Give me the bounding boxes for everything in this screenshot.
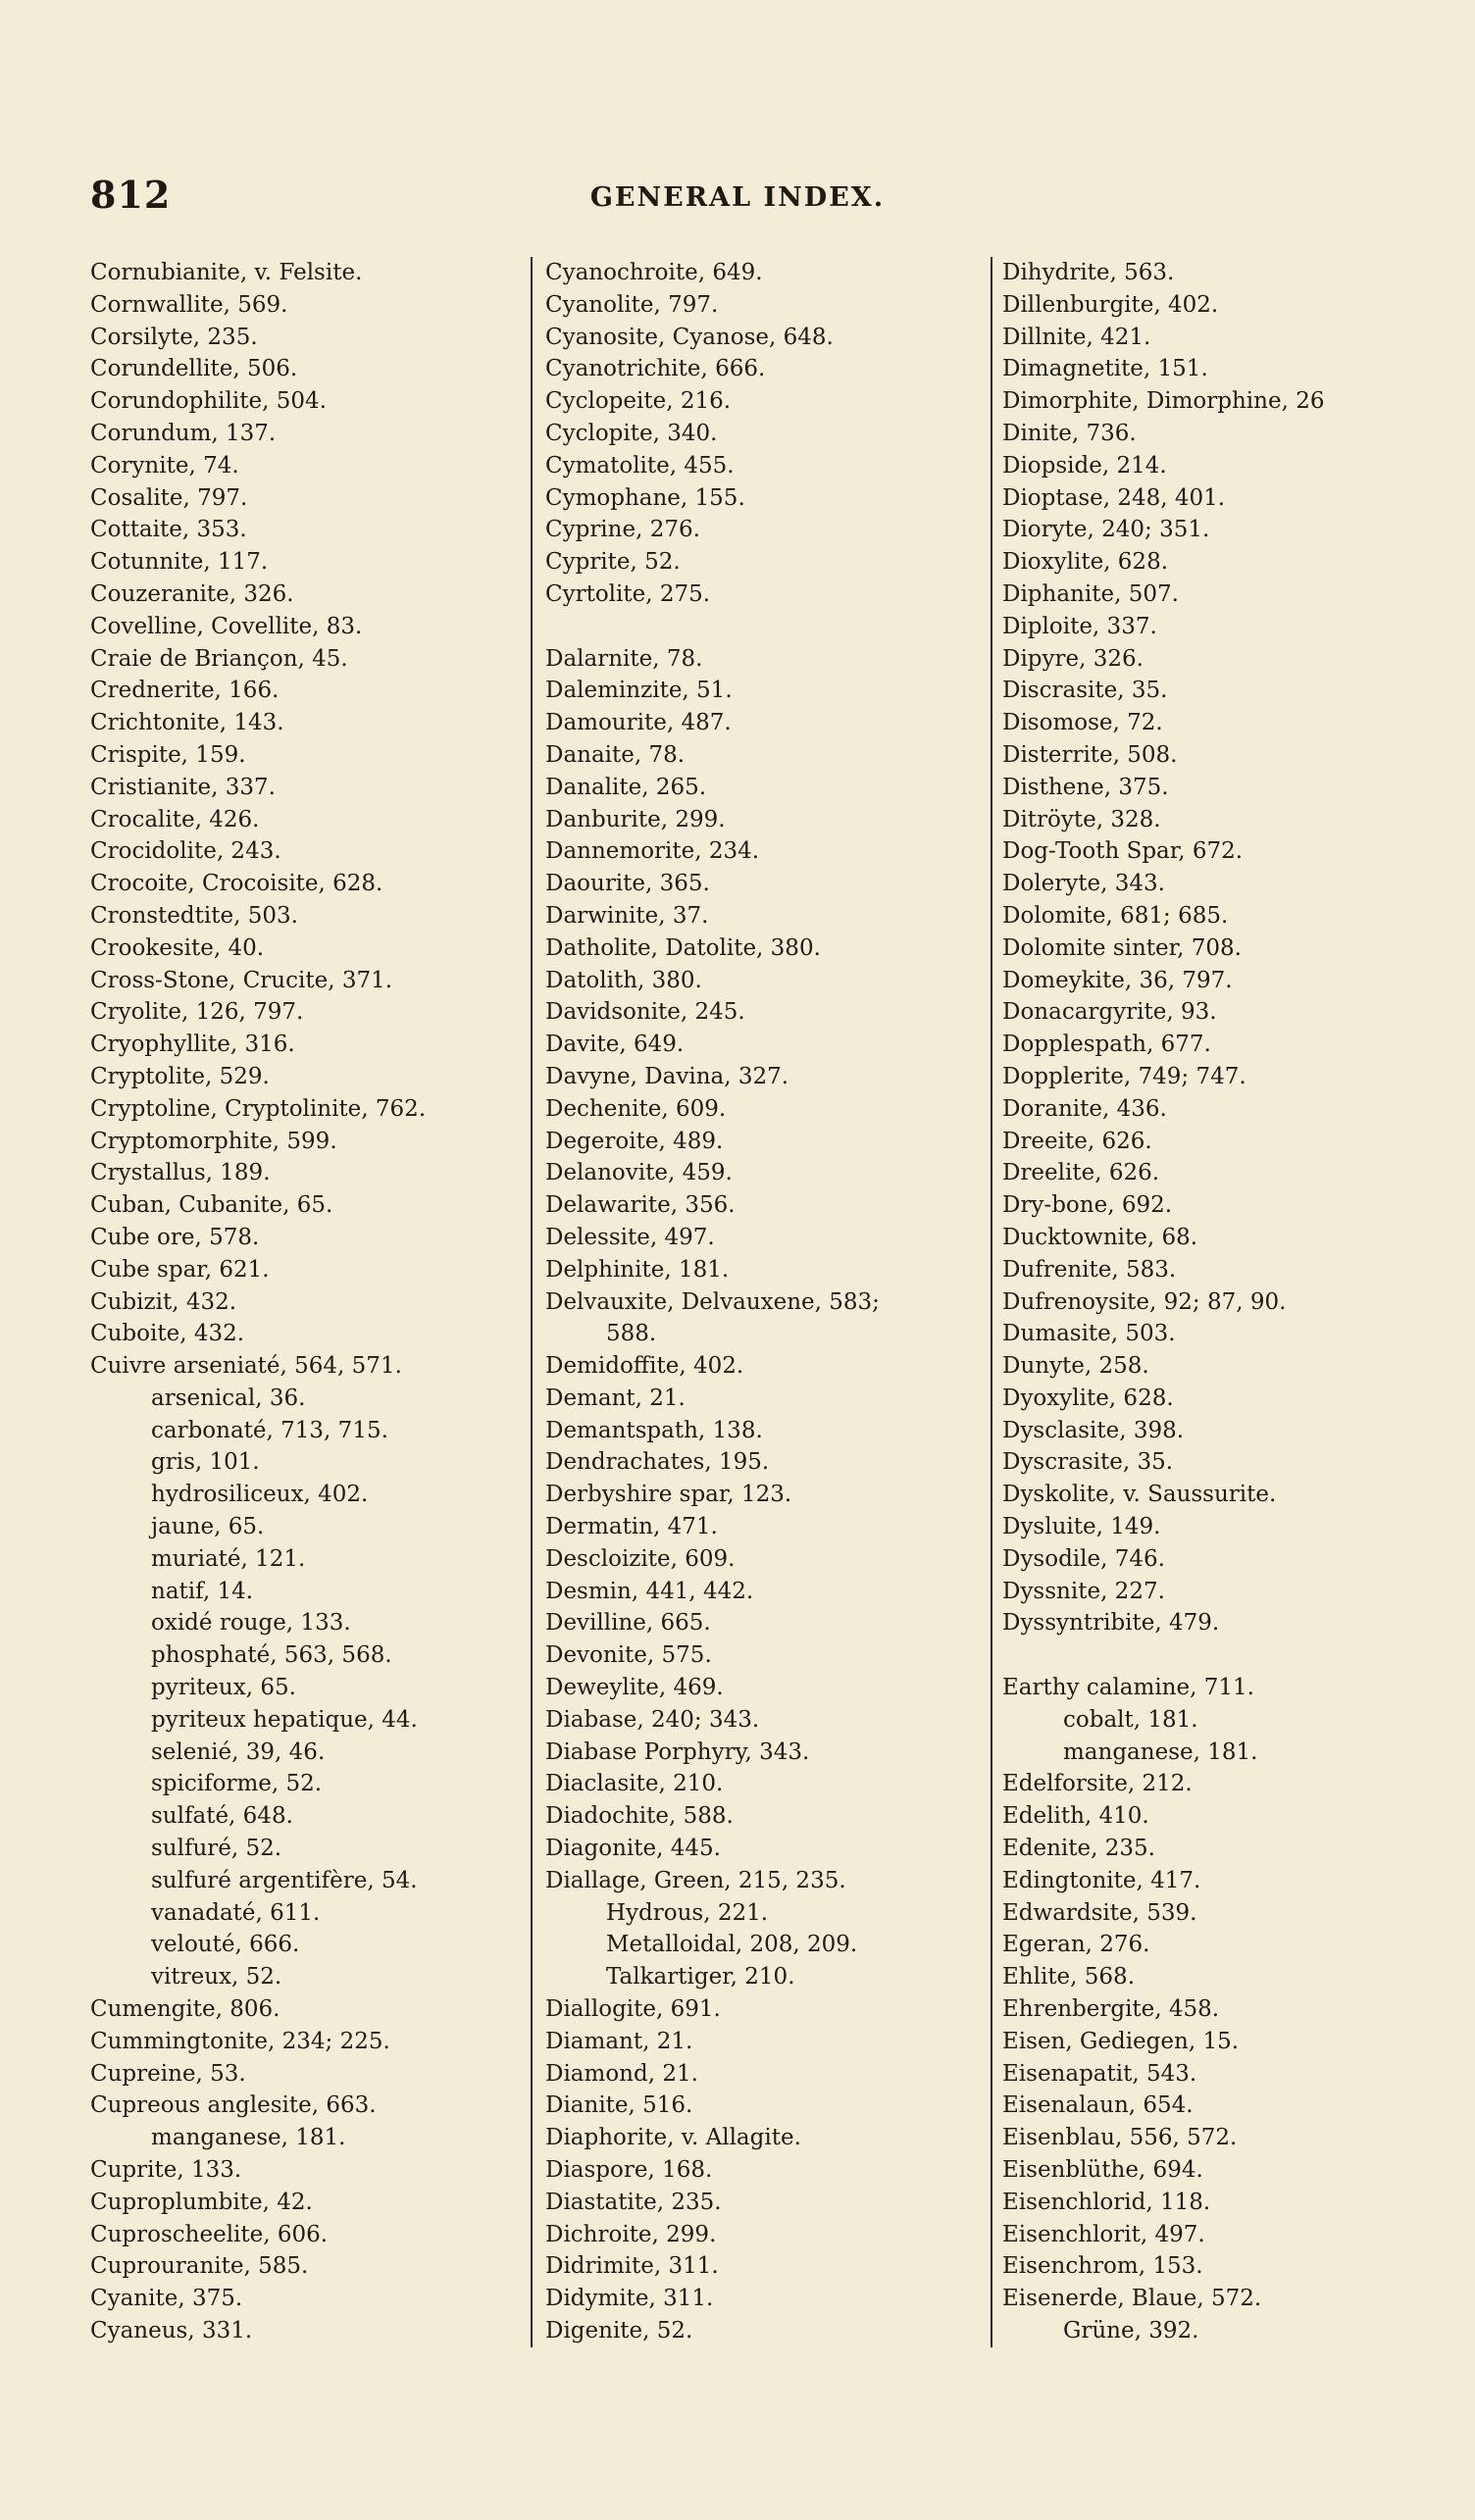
index-entry: Corsilyte, 235. [90, 324, 258, 350]
index-entry: Delawarite, 356. [545, 1192, 736, 1219]
index-entry: Dinite, 736. [1002, 420, 1137, 446]
index-entry: Dillenburgite, 402. [1002, 291, 1219, 318]
index-entry: Dioryte, 240; 351. [1002, 517, 1210, 543]
index-subentry: pyriteux, 65. [151, 1675, 296, 1701]
index-entry: Dihydrite, 563. [1002, 260, 1175, 285]
index-entry: Dufrenite, 583. [1002, 1256, 1177, 1283]
index-entry: Craie de Briançon, 45. [90, 645, 348, 672]
index-entry: Descloizite, 609. [545, 1545, 736, 1572]
index-entry: Danalite, 265. [545, 774, 707, 800]
index-entry: Eisenchrom, 153. [1002, 2253, 1203, 2280]
column-divider [991, 257, 992, 2347]
index-entry: Dyscrasite, 35. [1002, 1449, 1174, 1476]
index-entry: Cosalite, 797. [90, 484, 248, 511]
index-entry: Cyanochroite, 649. [545, 260, 763, 285]
index-entry: Donacargyrite, 93. [1002, 999, 1217, 1026]
index-entry: Delphinite, 181. [545, 1256, 730, 1283]
index-subentry: velouté, 666. [151, 1932, 300, 1958]
index-entry: Edelith, 410. [1002, 1803, 1149, 1830]
index-subentry: 588. [606, 1321, 657, 1347]
index-entry: Cuproscheelite, 606. [90, 2221, 329, 2247]
index-subentry: selenié, 39, 46. [151, 1739, 326, 1765]
index-entry: Dermatin, 471. [545, 1514, 718, 1540]
index-subentry: natif, 14. [151, 1578, 254, 1604]
index-entry: Cube ore, 578. [90, 1224, 260, 1250]
index-entry: Cottaite, 353. [90, 517, 247, 543]
index-entry: Degeroite, 489. [545, 1128, 724, 1154]
index-entry: Ehrenbergite, 458. [1002, 1996, 1220, 2023]
index-entry: Dopplespath, 677. [1002, 1032, 1211, 1058]
index-entry: Davyne, Davina, 327. [545, 1063, 789, 1089]
index-entry: Corundophilite, 504. [90, 388, 327, 415]
index-entry: Didymite, 311. [545, 2286, 714, 2312]
index-entry: Disthene, 375. [1002, 774, 1169, 800]
index-entry: Didrimite, 311. [545, 2253, 719, 2280]
index-entry: Dechenite, 609. [545, 1095, 727, 1122]
index-entry: Dreeite, 626. [1002, 1128, 1152, 1154]
index-entry: Eisen, Gediegen, 15. [1002, 2028, 1240, 2054]
index-entry: Dunyte, 258. [1002, 1353, 1149, 1380]
index-entry: Dendrachates, 195. [545, 1449, 770, 1476]
index-entry: Dillnite, 421. [1002, 324, 1151, 350]
index-entry: Eisenblau, 556, 572. [1002, 2125, 1238, 2151]
index-entry: Delvauxite, Delvauxene, 583; [545, 1288, 880, 1315]
index-entry: Devonite, 575. [545, 1642, 712, 1669]
index-subentry: manganese, 181. [1063, 1739, 1258, 1765]
index-entry: Cristianite, 337. [90, 774, 276, 800]
index-entry: Cuivre arseniaté, 564, 571. [90, 1353, 402, 1380]
index-entry: Dannemorite, 234. [545, 838, 760, 865]
index-subentry: jaune, 65. [151, 1514, 265, 1540]
index-entry: Cornubianite, v. Felsite. [90, 260, 363, 285]
index-subentry: sulfaté, 648. [151, 1803, 293, 1830]
index-entry: Domeykite, 36, 797. [1002, 967, 1233, 993]
index-entry: Disterrite, 508. [1002, 741, 1178, 768]
index-subentry: Metalloidal, 208, 209. [606, 1932, 858, 1958]
index-entry: Cryptolite, 529. [90, 1063, 270, 1089]
index-entry: Diphanite, 507. [1002, 580, 1179, 607]
index-entry: Cotunnite, 117. [90, 549, 269, 576]
index-entry: Demidoffite, 402. [545, 1353, 744, 1380]
section-gap [1002, 1639, 1424, 1672]
index-entry: Diamond, 21. [545, 2060, 698, 2087]
index-entry: Cyanosite, Cyanose, 648. [545, 324, 834, 350]
index-entry: Desmin, 441, 442. [545, 1578, 754, 1604]
index-entry: Dimagnetite, 151. [1002, 356, 1208, 382]
index-subentry: cobalt, 181. [1063, 1706, 1198, 1733]
index-entry: Danaite, 78. [545, 741, 686, 768]
index-entry: Crocidolite, 243. [90, 838, 281, 865]
index-entry: Diabase, 240; 343. [545, 1706, 760, 1733]
index-entry: Cyclopeite, 216. [545, 388, 732, 415]
index-entry: Ducktownite, 68. [1002, 1224, 1198, 1250]
index-entry: Cuprouranite, 585. [90, 2253, 309, 2280]
index-entry: Diaspore, 168. [545, 2157, 713, 2184]
index-entry: Dysclasite, 398. [1002, 1417, 1185, 1443]
index-entry: Devilline, 665. [545, 1610, 711, 1637]
index-entry: Demant, 21. [545, 1385, 686, 1411]
index-entry: Couzeranite, 326. [90, 580, 294, 607]
index-entry: Diaphorite, v. Allagite. [545, 2125, 801, 2151]
index-entry: Dumasite, 503. [1002, 1321, 1176, 1347]
index-entry: Egeran, 276. [1002, 1932, 1150, 1958]
index-subentry: muriaté, 121. [151, 1545, 306, 1572]
index-entry: Dimorphite, Dimorphine, 26 [1002, 388, 1325, 415]
index-subentry: phosphaté, 563, 568. [151, 1642, 392, 1669]
index-entry: Earthy calamine, 711. [1002, 1675, 1254, 1701]
index-entry: Delessite, 497. [545, 1224, 715, 1250]
index-entry: Dyssnite, 227. [1002, 1578, 1165, 1604]
index-entry: Cyanite, 375. [90, 2286, 243, 2312]
page-number: 812 [90, 173, 172, 217]
index-entry: Dysluite, 149. [1002, 1514, 1161, 1540]
index-entry: Diastatite, 235. [545, 2189, 722, 2215]
index-entry: Cube spar, 621. [90, 1256, 270, 1283]
index-entry: Cryptomorphite, 599. [90, 1128, 337, 1154]
index-entry: Edenite, 235. [1002, 1836, 1155, 1862]
index-subentry: pyriteux hepatique, 44. [151, 1706, 418, 1733]
index-entry: Eisenchlorit, 497. [1002, 2221, 1205, 2247]
index-entry: Damourite, 487. [545, 710, 732, 736]
index-entry: Darwinite, 37. [545, 902, 709, 929]
index-entry: Edelforsite, 212. [1002, 1771, 1193, 1797]
index-entry: Demantspath, 138. [545, 1417, 763, 1443]
index-entry: Dysodile, 746. [1002, 1545, 1165, 1572]
index-entry: Crocoite, Crocoisite, 628. [90, 871, 383, 897]
index-subentry: vanadaté, 611. [151, 1899, 321, 1926]
index-entry: Dolomite, 681; 685. [1002, 902, 1229, 929]
index-subentry: carbonaté, 713, 715. [151, 1417, 388, 1443]
index-entry: Cuproplumbite, 42. [90, 2189, 313, 2215]
index-entry: Doranite, 436. [1002, 1095, 1167, 1122]
index-entry: Crednerite, 166. [90, 678, 280, 704]
index-entry: Dianite, 516. [545, 2092, 693, 2119]
index-entry: Cryptoline, Cryptolinite, 762. [90, 1095, 427, 1122]
index-entry: Diploite, 337. [1002, 613, 1157, 639]
index-entry: Corynite, 74. [90, 452, 239, 479]
index-entry: Dalarnite, 78. [545, 645, 703, 672]
index-entry: Cymatolite, 455. [545, 452, 735, 479]
index-entry: Dreelite, 626. [1002, 1160, 1160, 1186]
index-subentry: arsenical, 36. [151, 1385, 306, 1411]
index-entry: Crispite, 159. [90, 741, 246, 768]
index-subentry: Talkartiger, 210. [606, 1964, 795, 1991]
index-entry: Cryophyllite, 316. [90, 1032, 295, 1058]
index-entry: Cupreous anglesite, 663. [90, 2092, 377, 2119]
index-entry: Deweylite, 469. [545, 1675, 724, 1701]
index-subentry: sulfuré argentifère, 54. [151, 1867, 418, 1893]
index-entry: Edingtonite, 417. [1002, 1867, 1201, 1893]
index-entry: Dipyre, 326. [1002, 645, 1144, 672]
index-entry: Dioptase, 248, 401. [1002, 484, 1226, 511]
index-subentry: gris, 101. [151, 1449, 260, 1476]
running-head: GENERAL INDEX. [589, 182, 886, 213]
index-entry: Dioxylite, 628. [1002, 549, 1169, 576]
index-entry: Crocalite, 426. [90, 806, 260, 832]
index-entry: Cyaneus, 331. [90, 2318, 253, 2344]
index-column-1 [90, 257, 522, 2347]
index-entry: Cross-Stone, Crucite, 371. [90, 967, 393, 993]
index-entry: Cyanolite, 797. [545, 291, 719, 318]
index-entry: Diadochite, 588. [545, 1803, 734, 1830]
index-entry: Cyprite, 52. [545, 549, 681, 576]
index-subentry: spiciforme, 52. [151, 1771, 323, 1797]
index-entry: Diopside, 214. [1002, 452, 1167, 479]
index-entry: Digenite, 52. [545, 2318, 693, 2344]
index-subentry: hydrosiliceux, 402. [151, 1482, 369, 1508]
index-entry: Discrasite, 35. [1002, 678, 1168, 704]
index-entry: Cyprine, 276. [545, 517, 700, 543]
index-entry: Edwardsite, 539. [1002, 1899, 1197, 1926]
index-entry: Eisenchlorid, 118. [1002, 2189, 1211, 2215]
index-entry: Cupreine, 53. [90, 2060, 246, 2087]
index-entry: Doleryte, 343. [1002, 871, 1165, 897]
index-column-2 [545, 257, 983, 2347]
index-entry: Diagonite, 445. [545, 1836, 721, 1862]
section-gap [545, 611, 983, 643]
index-entry: Corundum, 137. [90, 420, 277, 446]
index-entry: Crookesite, 40. [90, 934, 265, 961]
index-entry: Cumengite, 806. [90, 1996, 280, 2023]
index-entry: Diamant, 21. [545, 2028, 693, 2054]
index-subentry: Hydrous, 221. [606, 1899, 769, 1926]
index-entry: Datholite, Datolite, 380. [545, 934, 821, 961]
index-entry: Dog-Tooth Spar, 672. [1002, 838, 1244, 865]
index-entry: Daleminzite, 51. [545, 678, 733, 704]
index-entry: Cubizit, 432. [90, 1288, 237, 1315]
index-entry: Cronstedtite, 503. [90, 902, 298, 929]
index-entry: Derbyshire spar, 123. [545, 1482, 792, 1508]
index-entry: Corundellite, 506. [90, 356, 298, 382]
index-entry: Dyskolite, v. Saussurite. [1002, 1482, 1277, 1508]
index-entry: Diaclasite, 210. [545, 1771, 724, 1797]
index-entry: Cummingtonite, 234; 225. [90, 2028, 390, 2054]
index-entry: Dopplerite, 749; 747. [1002, 1063, 1246, 1089]
index-subentry: vitreux, 52. [151, 1964, 282, 1991]
index-entry: Davidsonite, 245. [545, 999, 745, 1026]
index-subentry: manganese, 181. [151, 2125, 346, 2151]
index-entry: Eisenapatit, 543. [1002, 2060, 1197, 2087]
index-entry: Dichroite, 299. [545, 2221, 717, 2247]
index-entry: Dyoxylite, 628. [1002, 1385, 1174, 1411]
index-entry: Daourite, 365. [545, 871, 710, 897]
index-entry: Eisenblüthe, 694. [1002, 2157, 1203, 2184]
index-entry: Dyssyntribite, 479. [1002, 1610, 1220, 1637]
index-entry: Ditröyte, 328. [1002, 806, 1161, 832]
index-entry: Disomose, 72. [1002, 710, 1163, 736]
index-entry: Crichtonite, 143. [90, 710, 284, 736]
index-entry: Covelline, Covellite, 83. [90, 613, 363, 639]
index-entry: Davite, 649. [545, 1032, 685, 1058]
index-entry: Dolomite sinter, 708. [1002, 934, 1242, 961]
index-entry: Datolith, 380. [545, 967, 702, 993]
index-entry: Dry-bone, 692. [1002, 1192, 1173, 1219]
index-entry: Eisenerde, Blaue, 572. [1002, 2286, 1262, 2312]
index-entry: Cornwallite, 569. [90, 291, 288, 318]
index-column-3 [1002, 257, 1424, 2347]
index-entry: Diabase Porphyry, 343. [545, 1739, 810, 1765]
index-entry: Cyclopite, 340. [545, 420, 718, 446]
index-entry: Cuboite, 432. [90, 1321, 245, 1347]
index-subentry: sulfuré, 52. [151, 1836, 282, 1862]
index-entry: Ehlite, 568. [1002, 1964, 1136, 1991]
index-subentry: Grüne, 392. [1063, 2318, 1199, 2344]
index-entry: Cymophane, 155. [545, 484, 745, 511]
index-entry: Cuban, Cubanite, 65. [90, 1192, 333, 1219]
column-divider [531, 257, 533, 2347]
index-subentry: oxidé rouge, 133. [151, 1610, 351, 1637]
index-entry: Cuprite, 133. [90, 2157, 242, 2184]
index-entry: Diallage, Green, 215, 235. [545, 1867, 846, 1893]
index-entry: Cyrtolite, 275. [545, 580, 711, 607]
index-entry: Eisenalaun, 654. [1002, 2092, 1194, 2119]
index-entry: Cyanotrichite, 666. [545, 356, 766, 382]
index-entry: Dufrenoysite, 92; 87, 90. [1002, 1288, 1287, 1315]
index-entry: Cryolite, 126, 797. [90, 999, 304, 1026]
index-entry: Diallogite, 691. [545, 1996, 721, 2023]
index-entry: Danburite, 299. [545, 806, 726, 832]
index-entry: Crystallus, 189. [90, 1160, 271, 1186]
index-entry: Delanovite, 459. [545, 1160, 733, 1186]
